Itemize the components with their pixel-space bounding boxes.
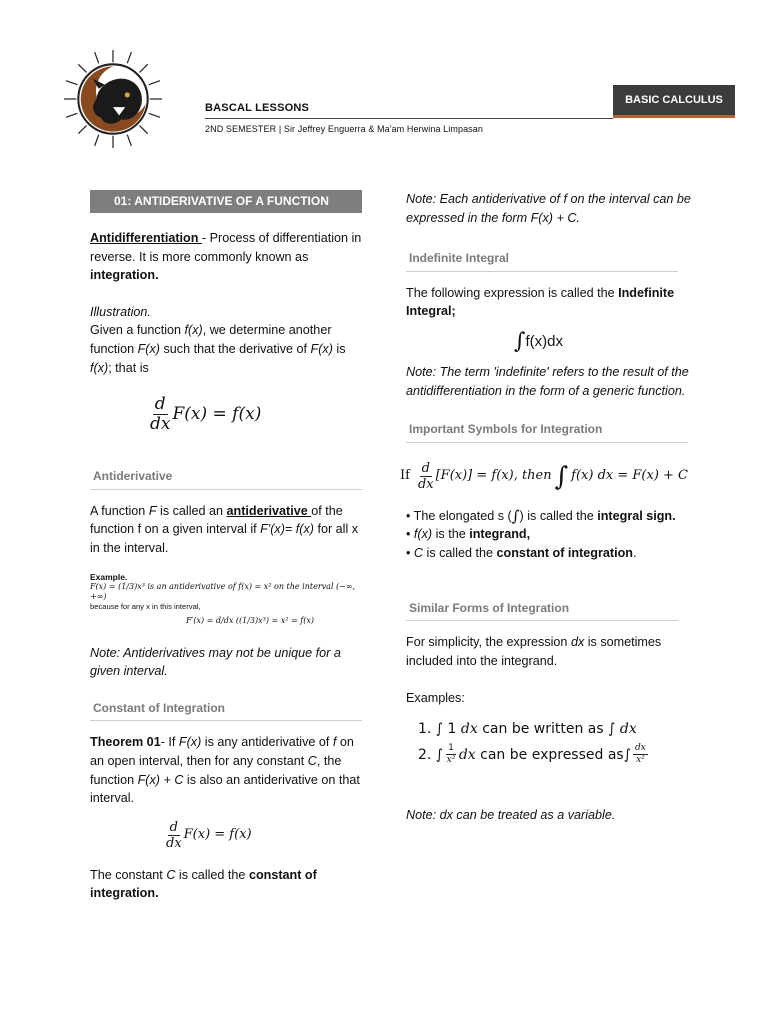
- symbols-equation: If $\frac{d}{dx}$ [F(x)] = f(x), then ∫ f(x) dx = F(x) + C: [400, 461, 689, 493]
- left-column: [90, 190, 362, 903]
- theorem-equation: $\frac{d}{dx}$ F(x) = f(x): [166, 820, 252, 852]
- header-rule: [205, 118, 613, 119]
- antidiff-definition: Antidifferentiation - Process of differentiation in reverse. It is more commonly known as integration.: [90, 231, 362, 283]
- derivative-equation: $\frac{d}{dx}$ F(x) = f(x): [150, 393, 262, 434]
- antiderivative-heading: Antiderivative: [90, 467, 362, 490]
- indefinite-expression: ∫ f(x)dx: [514, 328, 563, 354]
- example-2: 2. ∫ $\frac{1}{\text{x²}}$ dx can be expressed as∫ $\frac{dx}{\text{x²}}$: [418, 743, 646, 766]
- indefinite-text: The following expression is called the Indefinite Integral;: [406, 285, 675, 319]
- integral-sign-icon: ∫: [511, 506, 520, 525]
- indefinite-heading: Indefinite Integral: [406, 249, 678, 272]
- theorem-01: Theorem 01- If F(x) is any antiderivative of f on an open interval, then for any constant C, the function F(x) + C is also an antiderivative on that interval.: [90, 735, 360, 806]
- right-column: [400, 190, 706, 825]
- constant-definition: The constant C is called the constant of integration.: [90, 867, 317, 901]
- antiderivative-definition: A function F is called an antiderivative of the function f on a given interval if F'(x)= f(x) for all x in the interval.: [90, 503, 359, 555]
- integral-sign-icon: ∫: [554, 461, 569, 492]
- antidiff-term: Antidifferentiation: [90, 231, 202, 245]
- note-antiderivatives: Note: Antiderivatives may not be unique for a given interval.: [90, 645, 341, 679]
- illustration-label: Illustration.: [90, 304, 151, 319]
- header-subtitle: 2ND SEMESTER | Sir Jeffrey Enguerra & Ma'am Herwina Limpasan: [205, 124, 483, 134]
- similar-heading: Similar Forms of Integration: [406, 599, 678, 622]
- bullet-integral-sign: • The elongated s (∫) is called the integral sign.: [406, 506, 676, 525]
- example-block: Example. F(x) = (1/3)x³ is an antiderivative of f(x) = x² on the interval (−∞, +∞) because for any x in this interval, F′(x) = d/dx ((1/3)x³) = x² = f(x): [90, 571, 356, 625]
- examples-list: [418, 716, 706, 768]
- panther-logo: [62, 48, 164, 150]
- bullet-constant: • C is called the constant of integration.: [406, 545, 637, 560]
- note-dx: Note: dx can be treated as a variable.: [406, 807, 616, 822]
- subject-badge: BASIC CALCULUS: [613, 85, 735, 118]
- illustration-text: Given a function f(x), we determine another function F(x) such that the derivative of F(x) is f(x); that is: [90, 323, 346, 375]
- note-indefinite: Note: The term 'indefinite' refers to the result of the antidifferentiation in the form of a generic function.: [406, 364, 689, 398]
- examples-label: Examples:: [406, 691, 465, 706]
- example-1: 1. ∫ 1 dx can be written as ∫ dx: [418, 720, 637, 737]
- note-form: Note: Each antiderivative of f on the interval can be expressed in the form F(x) + C.: [406, 192, 691, 225]
- header-title: BASCAL LESSONS: [205, 102, 310, 114]
- bullet-integrand: • f(x) is the integrand,: [406, 527, 531, 542]
- constant-heading: Constant of Integration: [90, 699, 362, 722]
- symbols-heading: Important Symbols for Integration: [406, 420, 688, 443]
- similar-text: For simplicity, the expression dx is sometimes included into the integrand.: [406, 635, 662, 668]
- section-title: 01: ANTIDERIVATIVE OF A FUNCTION: [90, 190, 362, 213]
- integral-sign-icon: ∫: [514, 328, 526, 354]
